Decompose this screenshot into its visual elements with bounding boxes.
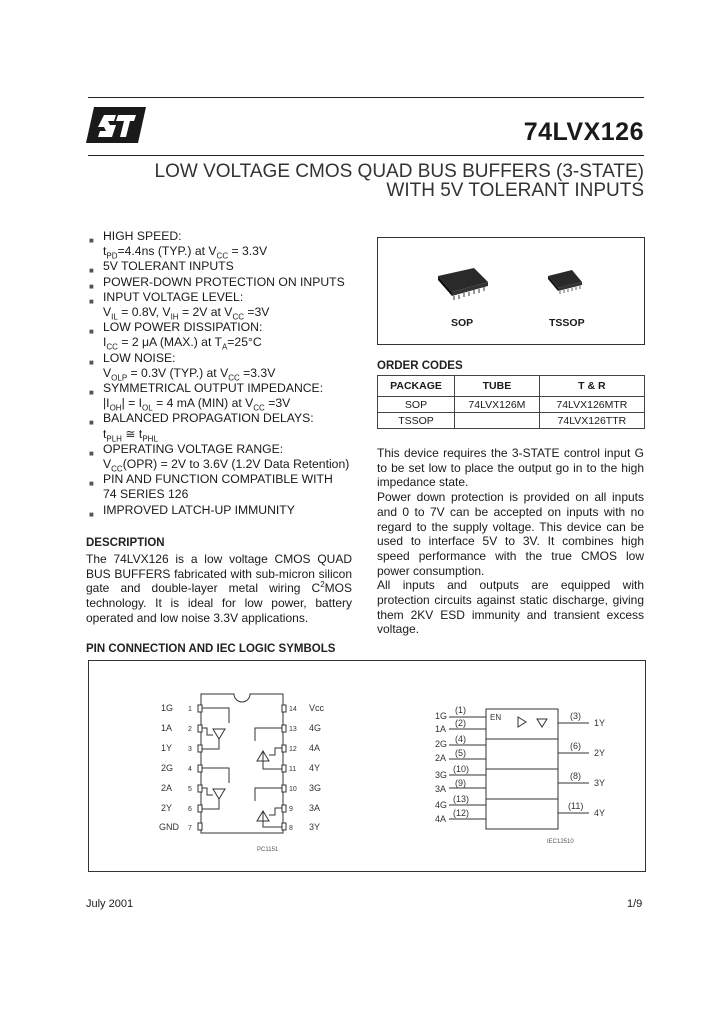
svg-text:4G: 4G <box>435 800 448 810</box>
st-logo <box>86 103 150 147</box>
document-title <box>155 162 644 200</box>
svg-text:7: 7 <box>188 825 192 832</box>
svg-text:2Y: 2Y <box>594 748 606 758</box>
iec-en-label: EN <box>490 713 502 722</box>
feature-text: POWER-DOWN PROTECTION ON INPUTS <box>103 274 345 289</box>
order-codes-table <box>377 375 645 429</box>
svg-text:4Y: 4Y <box>309 763 321 773</box>
svg-text:2A: 2A <box>435 753 447 763</box>
device-description <box>377 446 644 637</box>
paragraph: Power down protection is provided on all inputs and 0 to 7V can be accepted on inputs with no regard to the supply voltage. This device can be used to interface 5V to 3V. It combines high speed performance with the true CMOS low power consumption. <box>377 490 644 578</box>
table-row <box>378 397 645 413</box>
bullet-icon: ■ <box>89 418 94 428</box>
svg-text:3: 3 <box>188 746 192 753</box>
svg-text:1G: 1G <box>435 711 448 721</box>
svg-text:2Y: 2Y <box>161 803 173 813</box>
bullet-icon: ■ <box>89 448 94 458</box>
feature-item <box>86 259 386 274</box>
svg-text:1Y: 1Y <box>161 743 173 753</box>
iec-logic-symbol <box>449 709 589 829</box>
svg-text:6: 6 <box>188 806 192 813</box>
svg-text:2A: 2A <box>161 783 173 793</box>
svg-text:(9): (9) <box>455 778 466 788</box>
column-header: PACKAGE <box>378 376 455 397</box>
column-header: T & R <box>539 376 644 397</box>
tssop-package-icon <box>548 270 582 294</box>
svg-text:(6): (6) <box>570 741 581 751</box>
paragraph: All inputs and outputs are equipped with protection circuits against static discharge, giving them 2KV ESD immunity and transient excess voltage. <box>377 578 644 637</box>
dip-package <box>198 694 286 833</box>
bullet-icon: ■ <box>89 296 94 306</box>
feature-item <box>86 472 386 502</box>
pin-diagrams <box>89 661 645 871</box>
table-cell: TSSOP <box>378 413 455 429</box>
feature-item <box>86 275 386 290</box>
bullet-icon: ■ <box>89 266 94 276</box>
feature-item <box>86 351 386 381</box>
svg-text:3A: 3A <box>309 803 321 813</box>
svg-text:2: 2 <box>188 726 192 733</box>
svg-text:3Y: 3Y <box>309 822 321 832</box>
svg-text:4: 4 <box>188 766 192 773</box>
svg-text:(10): (10) <box>453 764 470 774</box>
svg-text:(2): (2) <box>455 718 466 728</box>
svg-text:1Y: 1Y <box>594 718 606 728</box>
feature-text: IMPROVED LATCH-UP IMMUNITY <box>103 502 295 517</box>
svg-text:4A: 4A <box>309 743 321 753</box>
bullet-icon: ■ <box>89 281 94 291</box>
svg-text:2G: 2G <box>161 763 174 773</box>
pin-diagram-box <box>88 660 646 872</box>
feature-text: LOW POWER DISSIPATION: <box>103 320 263 335</box>
svg-text:5: 5 <box>188 786 192 793</box>
svg-text:(1): (1) <box>455 705 466 715</box>
svg-text:(4): (4) <box>455 734 466 744</box>
svg-text:8: 8 <box>289 825 293 832</box>
dip-left-pin-labels <box>159 703 192 832</box>
feature-text: SYMMETRICAL OUTPUT IMPEDANCE: <box>103 381 324 396</box>
tssop-label: TSSOP <box>549 317 585 329</box>
feature-item <box>86 442 386 472</box>
svg-text:4G: 4G <box>309 723 322 733</box>
svg-text:Vcc: Vcc <box>309 703 325 713</box>
footer-date: July 2001 <box>86 898 134 910</box>
iec-output-labels <box>568 711 605 818</box>
dip-ref-label: PC1151 <box>257 847 279 853</box>
svg-text:3G: 3G <box>309 783 322 793</box>
iec-input-labels <box>435 705 469 824</box>
iec-ref-label: IEC12510 <box>547 839 574 845</box>
svg-text:(13): (13) <box>453 794 470 804</box>
feature-item <box>86 290 386 320</box>
order-codes-heading: ORDER CODES <box>377 360 463 372</box>
table-cell <box>455 413 540 429</box>
svg-text:GND: GND <box>159 822 179 832</box>
svg-text:4A: 4A <box>435 814 447 824</box>
svg-text:3Y: 3Y <box>594 778 606 788</box>
svg-text:3G: 3G <box>435 770 448 780</box>
column-header: TUBE <box>455 376 540 397</box>
svg-text:1A: 1A <box>435 724 447 734</box>
svg-text:(11): (11) <box>568 801 584 811</box>
feature-detail: 74 SERIES 126 <box>103 487 189 502</box>
svg-text:4Y: 4Y <box>594 808 606 818</box>
svg-text:2G: 2G <box>435 739 448 749</box>
bullet-icon: ■ <box>89 509 94 519</box>
bullet-icon: ■ <box>89 327 94 337</box>
svg-text:(12): (12) <box>453 808 470 818</box>
feature-text: LOW NOISE: <box>103 350 176 365</box>
title-line-1: LOW VOLTAGE CMOS QUAD BUS BUFFERS (3-STATE) <box>154 161 644 182</box>
svg-text:(8): (8) <box>570 771 581 781</box>
bullet-icon: ■ <box>89 236 94 245</box>
bullet-icon: ■ <box>89 479 94 489</box>
feature-item <box>86 381 386 411</box>
svg-text:(5): (5) <box>455 748 466 758</box>
feature-text: BALANCED PROPAGATION DELAYS: <box>103 411 314 426</box>
footer-page: 1/9 <box>627 898 643 910</box>
table-cell: 74LVX126MTR <box>539 397 644 413</box>
svg-text:11: 11 <box>289 766 297 773</box>
svg-text:14: 14 <box>289 706 297 713</box>
pin-connection-heading: PIN CONNECTION AND IEC LOGIC SYMBOLS <box>86 643 336 655</box>
bullet-icon: ■ <box>89 357 94 367</box>
package-illustration <box>378 238 644 344</box>
part-number: 74LVX126 <box>523 118 644 146</box>
feature-detail: $t_{PD}=4.4ns$ (TYP.) at $V_{CC} = 3.3V$ <box>103 244 268 261</box>
table-cell: 74LVX126TTR <box>539 413 644 429</box>
feature-detail: $|I_{OH}| = I_{OL} = 4$ mA (MIN) at $V_{CC} =3V$ <box>103 396 291 413</box>
sop-label: SOP <box>451 317 474 329</box>
feature-list <box>86 229 386 518</box>
header-rule <box>88 155 644 156</box>
feature-detail: $t_{PLH}$ ≅ $t_{PHL}$ <box>103 426 158 444</box>
feature-text: 5V TOLERANT INPUTS <box>103 259 234 274</box>
dip-right-pin-labels <box>289 703 325 832</box>
sop-package-icon <box>438 268 488 300</box>
feature-text: HIGH SPEED: <box>103 229 182 243</box>
bullet-icon: ■ <box>89 388 94 398</box>
description-heading: DESCRIPTION <box>86 537 165 549</box>
package-images <box>377 237 645 345</box>
feature-detail: $V_{OLP} = 0.3V$ (TYP.) at $V_{CC} =3.3V$ <box>103 365 276 383</box>
feature-item <box>86 320 386 350</box>
svg-text:(3): (3) <box>570 711 581 721</box>
feature-detail: $V_{CC}(OPR) = 2V$ to 3.6V (1.2V Data Retention) <box>103 457 350 474</box>
table-row <box>378 413 645 429</box>
table-cell: SOP <box>378 397 455 413</box>
description-text: The 74LVX126 is a low voltage CMOS QUAD BUS BUFFERS fabricated with sub-micron silicon gate and double-layer metal wiring $C^2MOS$ technology. It is ideal for low power, battery operated and low noise 3.3V applications. <box>86 552 352 625</box>
title-line-2: WITH 5V TOLERANT INPUTS <box>386 180 644 201</box>
feature-detail: $V_{IL} = 0.8V$, $V_{IH} = 2V$ at $V_{CC} =3V$ <box>103 305 270 322</box>
feature-text: OPERATING VOLTAGE RANGE: <box>103 441 284 456</box>
feature-item <box>86 503 386 518</box>
svg-text:1: 1 <box>188 706 192 713</box>
table-header-row <box>378 376 645 397</box>
feature-text: PIN AND FUNCTION COMPATIBLE WITH <box>103 472 333 487</box>
svg-text:13: 13 <box>289 726 297 733</box>
top-rule <box>88 97 644 98</box>
svg-text:10: 10 <box>289 786 297 793</box>
svg-text:1A: 1A <box>161 723 173 733</box>
table-cell: 74LVX126M <box>455 397 540 413</box>
svg-text:1G: 1G <box>161 703 174 713</box>
svg-text:12: 12 <box>289 746 297 753</box>
svg-text:3A: 3A <box>435 784 447 794</box>
svg-text:9: 9 <box>289 806 293 813</box>
feature-detail: $I_{CC} = 2$ μA (MAX.) at $T_A=25^\circ C$ <box>103 335 262 352</box>
paragraph: This device requires the 3-STATE control input G to be set low to place the output go in to the high impedance state. <box>377 446 644 490</box>
feature-item <box>86 411 386 444</box>
feature-item <box>86 229 386 259</box>
feature-text: INPUT VOLTAGE LEVEL: <box>103 289 244 304</box>
